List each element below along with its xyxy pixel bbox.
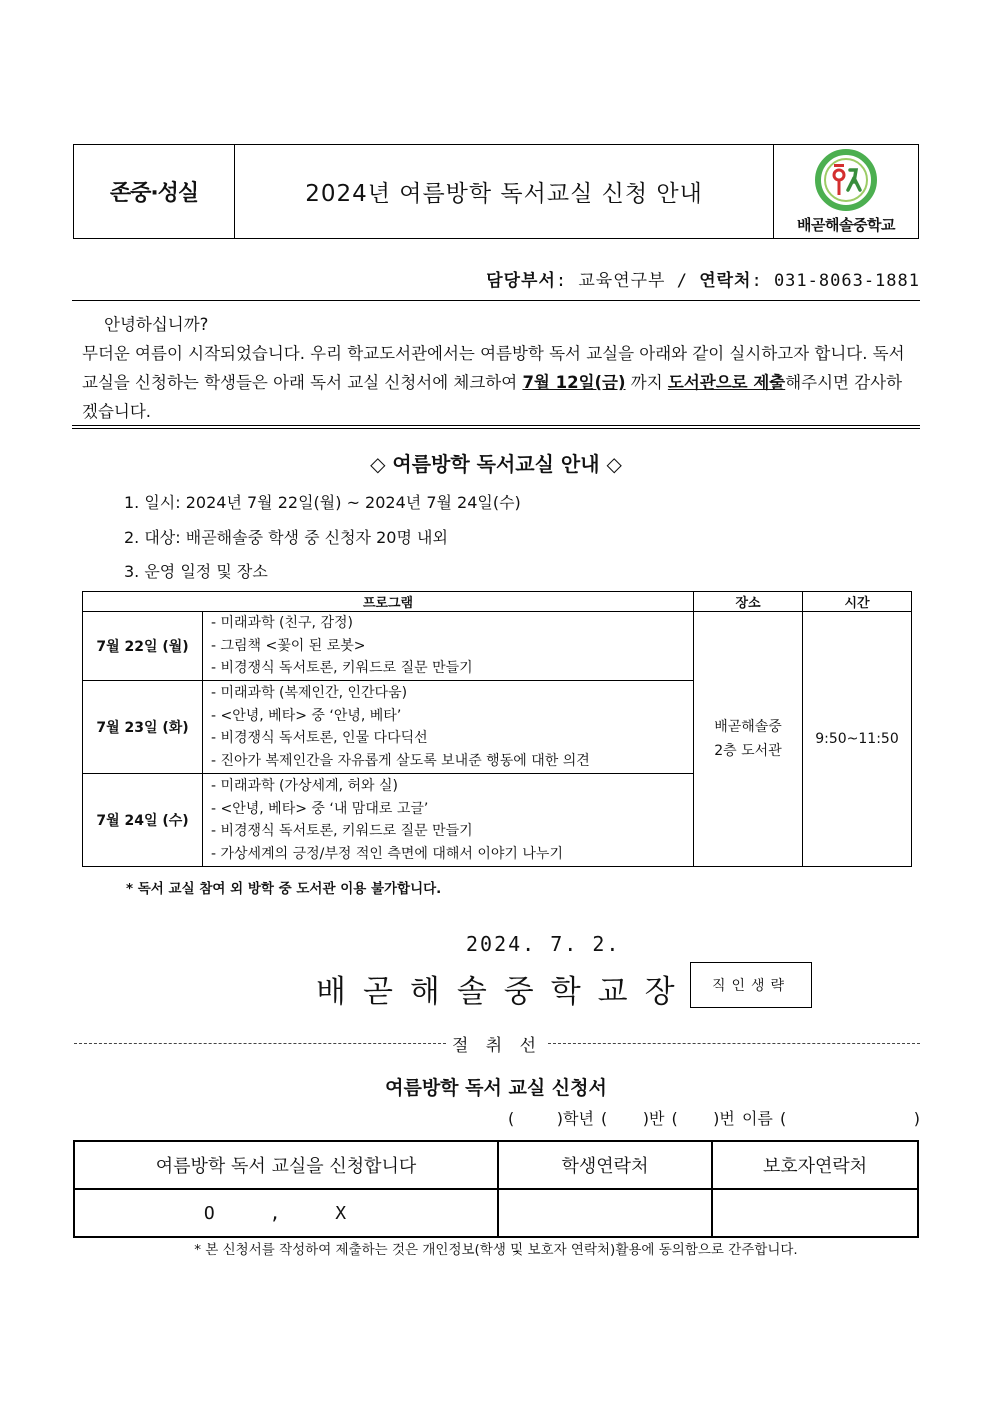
school-motto: 존중·성실 (74, 145, 235, 238)
intro-body-2: 까지 (625, 373, 668, 392)
table-header-row (83, 592, 912, 612)
dept-label: 담당부서 (486, 271, 556, 291)
seal-box: 직인생략 (690, 962, 812, 1008)
dept-value: : 교육연구부 / (555, 271, 700, 291)
header-place: 장소 (694, 592, 803, 612)
guardian-contact-field[interactable] (712, 1189, 918, 1237)
student-contact-header: 학생연락처 (498, 1141, 712, 1189)
program-line: - 미래과학 (친구, 감정) (211, 615, 353, 632)
school-emblem-icon (814, 148, 878, 212)
place-cell (694, 612, 803, 867)
divider-top (72, 300, 920, 301)
place-line: 배곧해솔중 (714, 719, 782, 735)
tel-value: : 031-8063-1881 (751, 271, 920, 291)
header-program: 프로그램 (83, 592, 694, 612)
library-note: * 독서 교실 참여 외 방학 중 도서관 이용 불가합니다. (126, 881, 442, 897)
student-info-line[interactable]: ( )학년 ( )반 ( )번 이름 ( ) (508, 1109, 920, 1128)
table-row (83, 612, 912, 681)
divider-double (72, 425, 920, 429)
intro-body-3: 해주시면 감사하겠습니다. (82, 373, 903, 421)
school-name: 배곧해솔중학교 (797, 216, 895, 234)
program-line: - <안녕, 베타> 중 ‘안녕, 베타’ (211, 707, 402, 724)
program-line: - 비경쟁식 독서토론, 키워드로 질문 만들기 (211, 660, 473, 677)
day-cell: 7월 24일 (수) (83, 774, 203, 867)
submit-place: 도서관으로 제출 (667, 373, 786, 392)
privacy-note: * 본 신청서를 작성하여 제출하는 것은 개인정보(학생 및 보호자 연락처)활용에 동의함으로 간주합니다. (194, 1242, 798, 1258)
table-header-row (74, 1141, 918, 1189)
program-line: - 그림책 <꽃이 된 로봇> (211, 637, 366, 654)
form-title: 여름방학 독서 교실 신청서 (385, 1077, 607, 1099)
header-box (73, 144, 919, 239)
program-line: - 비경쟁식 독서토론, 키워드로 질문 만들기 (211, 823, 473, 839)
school-logo (773, 145, 918, 238)
cut-line (74, 1031, 920, 1056)
info-list (124, 486, 521, 590)
program-line: - 진아가 복제인간을 자유롭게 살도록 보내준 행동에 대한 의견 (211, 752, 590, 769)
issue-date: 2024. 7. 2. (466, 932, 621, 956)
day-cell: 7월 23일 (화) (83, 681, 203, 774)
intro-body (82, 339, 912, 426)
intro-body-1: 무더운 여름이 시작되었습니다. 우리 학교도서관에서는 여름방학 독서 교실을 아래와 같이 실시하고자 합니다. 독서 교실을 신청하는 학생들은 아래 독서 교실 신청서에 체크하여 (82, 344, 905, 392)
time-cell: 9:50~11:50 (803, 612, 912, 867)
tel-label: 연락처 (699, 271, 752, 291)
program-line: - 미래과학 (가상세계, 허와 실) (211, 778, 398, 794)
header-time: 시간 (803, 592, 912, 612)
contact-line (486, 266, 920, 291)
dash-right (548, 1043, 920, 1044)
principal-name: 배곧해솔중학교장 (316, 974, 692, 1010)
dash-left (74, 1043, 446, 1044)
list-item: 2. 대상: 배곧해솔중 학생 중 신청자 20명 내외 (124, 527, 448, 547)
cut-label: 절 취 선 (451, 1036, 543, 1056)
deadline: 7월 12일(금) (522, 373, 626, 392)
list-item: 1. 일시: 2024년 7월 22일(월) ~ 2024년 7월 24일(수) (124, 493, 521, 512)
schedule-table (82, 591, 912, 867)
program-cell (203, 612, 694, 681)
document-title: 2024년 여름방학 독서교실 신청 안내 (305, 181, 703, 207)
apply-choice-cell[interactable] (74, 1189, 498, 1237)
apply-header: 여름방학 독서 교실을 신청합니다 (74, 1141, 498, 1189)
table-row (74, 1189, 918, 1237)
day-cell: 7월 22일 (월) (83, 612, 203, 681)
program-cell (203, 681, 694, 774)
program-cell (203, 774, 694, 867)
section-title: ◇ 여름방학 독서교실 안내 ◇ (370, 452, 622, 476)
choice-text: O , X (203, 1202, 369, 1224)
application-table (73, 1140, 919, 1238)
program-line: - <안녕, 베타> 중 ‘내 맘대로 고글’ (211, 800, 429, 817)
intro-paragraph (82, 310, 912, 426)
place-line: 2층 도서관 (714, 743, 782, 759)
program-line: - 비경쟁식 독서토론, 인물 다다딕선 (211, 730, 428, 746)
guardian-contact-header: 보호자연락처 (712, 1141, 918, 1189)
list-item: 3. 운영 일정 및 장소 (124, 562, 268, 581)
student-contact-field[interactable] (498, 1189, 712, 1237)
program-line: - 미래과학 (복제인간, 인간다움) (211, 685, 408, 701)
greeting: 안녕하십니까? (104, 315, 209, 334)
program-line: - 가상세계의 긍정/부정 적인 측면에 대해서 이야기 나누기 (211, 845, 563, 862)
